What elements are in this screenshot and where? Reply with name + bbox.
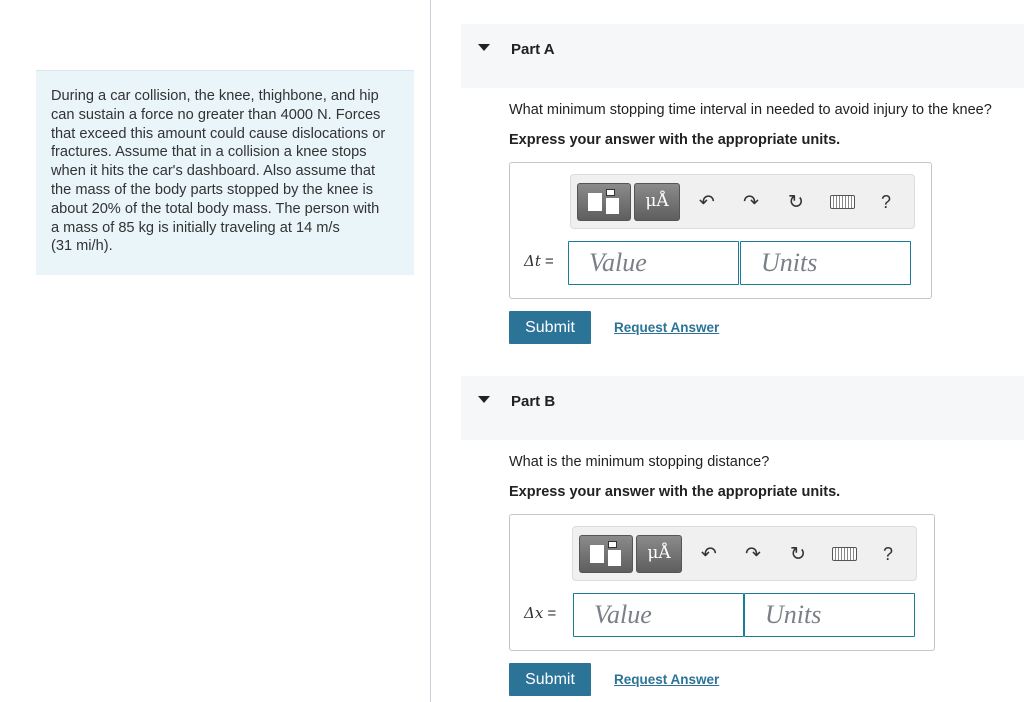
problem-line: (31 mi/h). (51, 238, 113, 255)
units-icon: μÅ (647, 543, 671, 563)
problem-line: about 20% of the total body mass. The person with (51, 200, 380, 217)
reset-icon[interactable]: ↻ (788, 191, 804, 213)
reset-icon[interactable]: ↻ (790, 543, 806, 565)
part-a-request-answer-link[interactable]: Request Answer (614, 320, 720, 335)
part-a-answer-box (509, 162, 932, 299)
templates-button[interactable] (577, 183, 631, 221)
part-a-submit-button[interactable]: Submit (509, 311, 591, 344)
math-toolbar (570, 174, 915, 229)
redo-icon[interactable]: ↷ (743, 191, 759, 213)
part-a-header[interactable] (461, 24, 1024, 88)
redo-icon[interactable]: ↷ (745, 543, 761, 565)
part-a-title: Part A (511, 41, 555, 58)
part-b-submit-button[interactable]: Submit (509, 663, 591, 696)
problem-line: a mass of 85 kg is initially traveling at 14 m/s (51, 219, 340, 236)
delta-t-label: Δt = (524, 252, 554, 270)
keyboard-icon[interactable] (832, 547, 857, 561)
help-icon[interactable]: ? (883, 544, 894, 564)
delta-x-label: Δx = (524, 604, 557, 622)
part-a-question: What minimum stopping time interval in needed to avoid injury to the knee? (509, 102, 992, 118)
units-button[interactable] (636, 535, 682, 573)
collapse-triangle-icon[interactable] (478, 396, 490, 403)
undo-icon[interactable]: ↶ (699, 191, 715, 213)
part-b-instruction: Express your answer with the appropriate units. (509, 484, 841, 500)
part-a-instruction: Express your answer with the appropriate units. (509, 132, 841, 148)
problem-line: the mass of the body parts stopped by the knee is (51, 181, 374, 198)
column-divider (430, 0, 431, 702)
part-b-answer-box (509, 514, 935, 651)
value-input[interactable]: Value (573, 593, 744, 637)
problem-statement (36, 70, 414, 275)
math-toolbar (572, 526, 917, 581)
problem-line: can sustain a force no greater than 4000 N. Forces (51, 106, 381, 123)
units-button[interactable] (634, 183, 680, 221)
units-icon: μÅ (645, 191, 669, 211)
collapse-triangle-icon[interactable] (478, 44, 490, 51)
problem-line: fractures. Assume that in a collision a knee stops (51, 144, 367, 161)
help-icon[interactable]: ? (881, 192, 892, 212)
keyboard-icon[interactable] (830, 195, 855, 209)
value-input[interactable]: Value (568, 241, 739, 285)
problem-line: that exceed this amount could cause dislocations or (51, 125, 386, 142)
part-b-request-answer-link[interactable]: Request Answer (614, 672, 720, 687)
part-b-question: What is the minimum stopping distance? (509, 454, 770, 470)
units-input[interactable]: Units (740, 241, 911, 285)
problem-line: During a car collision, the knee, thighbone, and hip (51, 88, 379, 104)
part-b-title: Part B (511, 393, 556, 410)
part-b-header[interactable] (461, 376, 1024, 440)
units-input[interactable]: Units (744, 593, 915, 637)
undo-icon[interactable]: ↶ (701, 543, 717, 565)
problem-line: when it hits the car's dashboard. Also assume that (51, 163, 376, 180)
templates-button[interactable] (579, 535, 633, 573)
